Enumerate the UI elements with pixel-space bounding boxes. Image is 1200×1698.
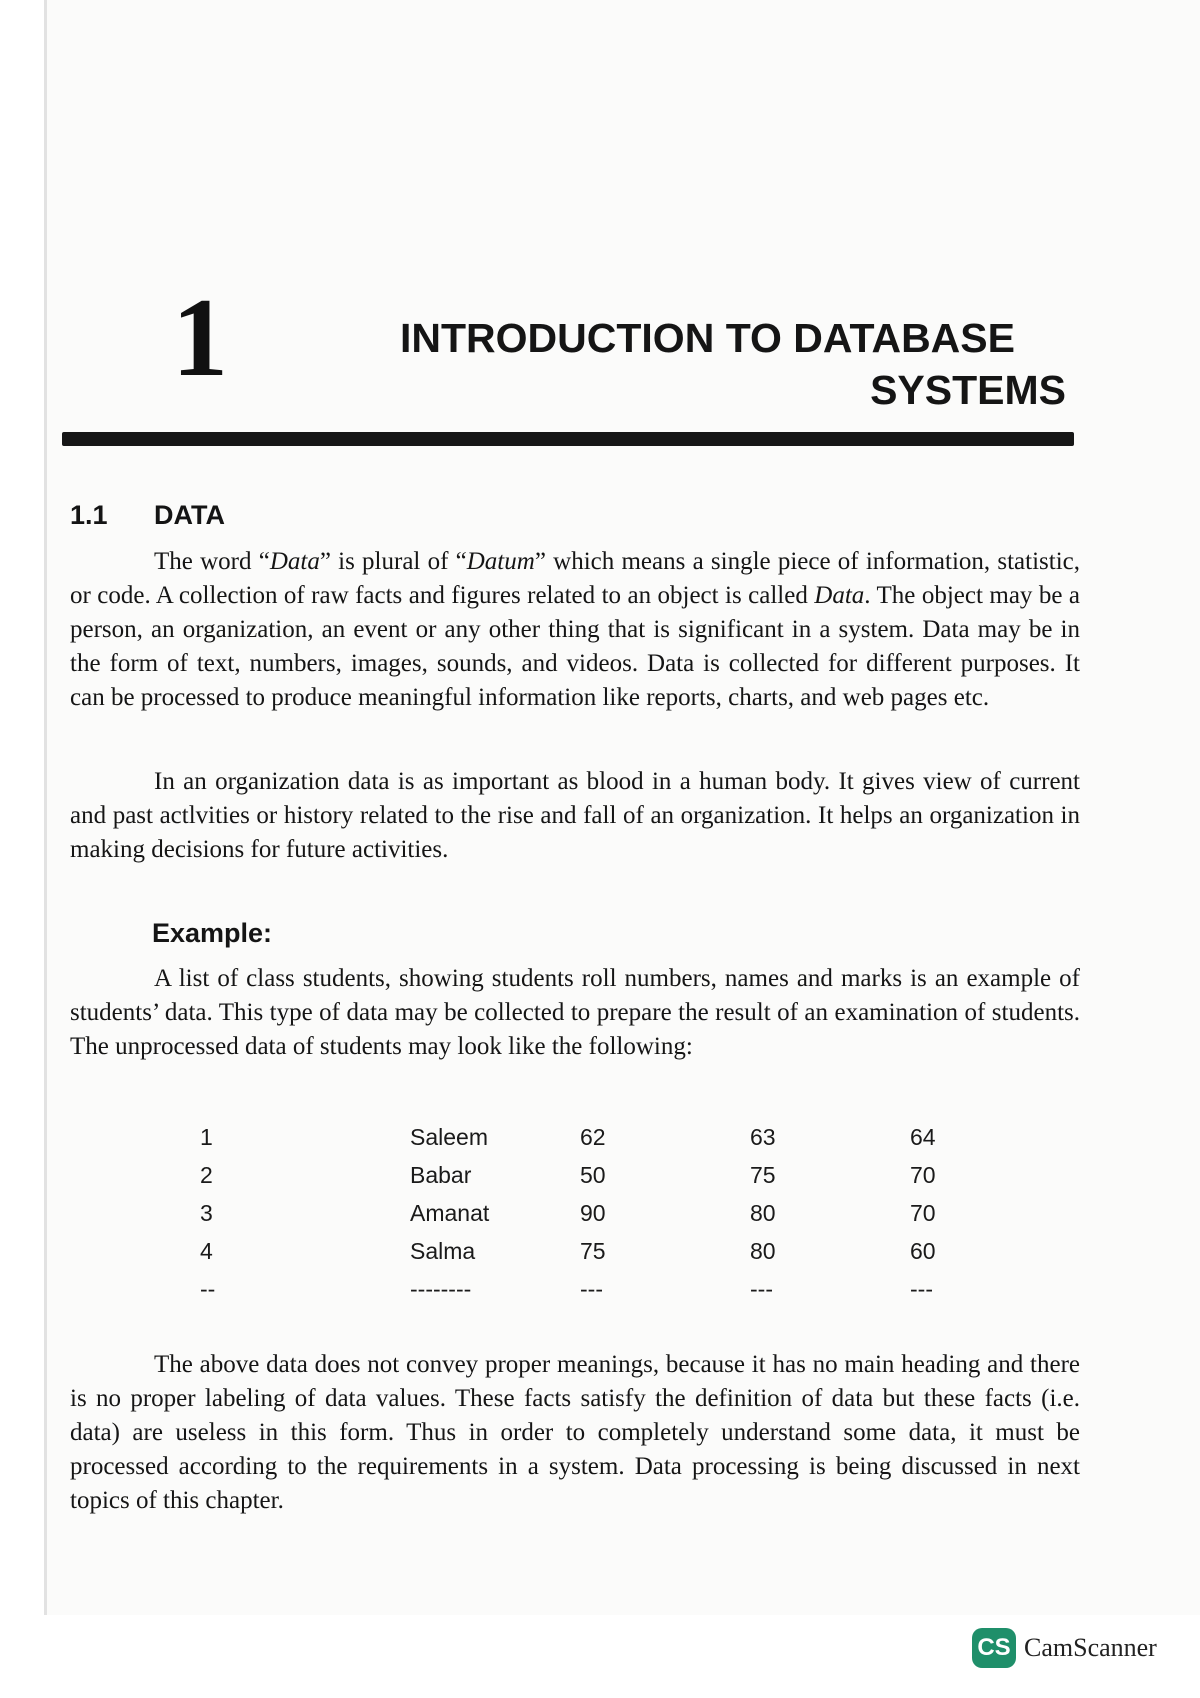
table-row: [200, 1118, 980, 1156]
mark-cell: 64: [910, 1123, 936, 1150]
chapter-divider: [62, 432, 1074, 446]
paragraph-data-definition: The word “Data” is plural of “Datum” which means a single piece of information, statistic, or code. A collection of raw facts and figures related to an object is called Data. The object may be a person, an organization, an event or any other thing that is significant in a system. Data may be in the form of text, numbers, images, sounds, and videos. Data is collected for different purposes. It can be processed to produce meaningful information like reports, charts, and web pages etc.: [70, 548, 1081, 711]
section-heading: [70, 500, 225, 531]
roll-cell: --: [200, 1275, 216, 1302]
mark-cell: ---: [910, 1275, 933, 1302]
table-row: [200, 1156, 980, 1194]
students-data-table: [200, 1118, 980, 1308]
camscanner-logo-text: CamScanner: [1024, 1633, 1157, 1662]
name-cell: Salma: [410, 1237, 476, 1264]
mark-cell: 90: [580, 1199, 606, 1226]
name-cell: Amanat: [410, 1199, 490, 1226]
mark-cell: 70: [910, 1161, 936, 1188]
chapter-title: [400, 312, 1080, 416]
roll-cell: 2: [200, 1161, 213, 1188]
mark-cell: 50: [580, 1161, 606, 1188]
camscanner-watermark: [972, 1628, 1157, 1668]
roll-cell: 1: [200, 1123, 213, 1150]
mark-cell: 60: [910, 1237, 936, 1264]
paragraph-conclusion: The above data does not convey proper meanings, because it has no main heading and there is no proper labeling of data values. These facts satisfy the definition of data but these facts (i.e. data) are useless in this form. Thus in order to completely understand some data, it must be processed according to the requirements in a system. Data processing is being discussed in next topics of this chapter.: [70, 1351, 1080, 1514]
mark-cell: ---: [580, 1275, 603, 1302]
mark-cell: 80: [750, 1199, 776, 1226]
roll-cell: 3: [200, 1199, 213, 1226]
chapter-number: 1: [172, 276, 228, 400]
chapter-title-line-2: SYSTEMS: [870, 367, 1066, 413]
mark-cell: ---: [750, 1275, 773, 1302]
name-cell: Babar: [410, 1161, 472, 1188]
roll-cell: 4: [200, 1237, 213, 1264]
paragraph-data-importance: In an organization data is as important as blood in a human body. It gives view of current and past actlvities or history related to the rise and fall of an organization. It helps an organization in making decisions for future activities.: [70, 768, 1080, 863]
example-heading: Example:: [152, 918, 273, 948]
section-number: 1.1: [70, 500, 108, 530]
table-row: [200, 1270, 980, 1308]
camscanner-logo-icon: CS: [972, 1628, 1016, 1668]
mark-cell: 63: [750, 1123, 776, 1150]
name-cell: --------: [410, 1275, 472, 1302]
name-cell: Saleem: [410, 1123, 488, 1150]
table-row: [200, 1232, 980, 1270]
mark-cell: 62: [580, 1123, 606, 1150]
mark-cell: 75: [750, 1161, 776, 1188]
table-row: [200, 1194, 980, 1232]
chapter-title-line-1: INTRODUCTION TO DATABASE: [400, 315, 1015, 361]
mark-cell: 70: [910, 1199, 936, 1226]
mark-cell: 80: [750, 1237, 776, 1264]
mark-cell: 75: [580, 1237, 606, 1264]
paragraph-example: A list of class students, showing students roll numbers, names and marks is an example of students’ data. This type of data may be collected to prepare the result of an examination of students. The unprocessed data of students may look like the following:: [70, 965, 1080, 1060]
section-title: DATA: [154, 500, 225, 530]
